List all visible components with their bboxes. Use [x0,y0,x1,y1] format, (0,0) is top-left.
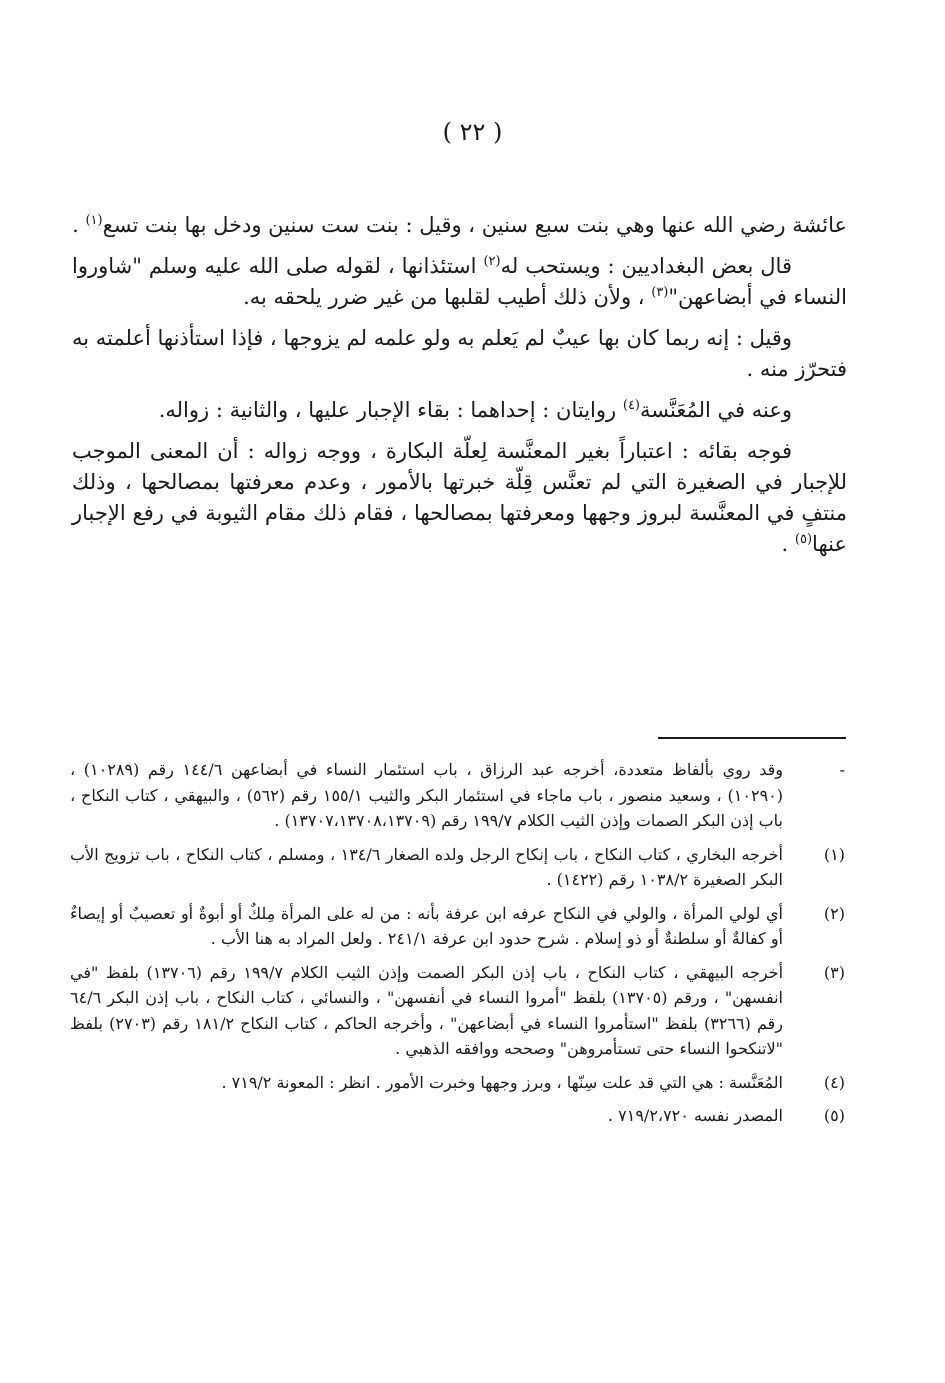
footnote-text: أخرجه البيهقي ، كتاب النكاح ، باب إذن البكر الصمت وإذن الثيب الكلام ١٩٩/٧ رقم (١٣٧٠٦) بلفظ "في انفسهن" ، ورقم (١٣٧٠٥) بلفظ "أمروا النساء في أنفسهن" ، والنسائي ، كتاب النكاح ، باب إذن البكر ٦٤/٦ رقم (٣٢٦٦) بلفظ "استأمروا النساء في أبضاعهن" ، وأخرجه الحاكم ، كتاب النكاح ١٨١/٢ رقم (٢٧٠٣) بلفظ "لاتنكحوا النساء حتى تستأمروهن" وصححه ووافقه الذهبي . [70,962,784,1058]
paragraph-1 [72,210,847,241]
footnote-2 [70,901,845,952]
footnote-ref-1: (١) [85,213,103,228]
paragraph-3-text: وقيل : إنه ربما كان بها عيبٌ لم يَعلم به ولو علمه لم يزوجها ، فإذا استأذنها أعلمته به فتحرّز منه . [72,326,847,381]
paragraph-3 [72,323,847,385]
footnote-number: - [839,760,845,779]
main-text [72,210,847,570]
footnote-1 [70,842,845,893]
footnote-number: (٥) [823,1106,845,1125]
footnote-number: (١) [823,844,845,864]
footnotes [70,757,845,1137]
paragraph-1-end: . [72,213,86,237]
footnote-4 [70,1070,845,1096]
footnote-5 [70,1103,845,1129]
paragraph-5 [72,436,847,560]
footnote-ref-5: (٥) [794,532,813,547]
footnote-3 [70,960,845,1062]
paragraph-5-end: . [781,532,795,556]
footnote-text: أي لولي المرأة ، والولي في النكاح عرفه ابن عرفة بأنه : من له على المرأة مِلكٌ أو أبوةٌ أو تعصيبٌ أو إيصاءٌ أو كفالةٌ أو سلطنةٌ أو ذو إسلام . شرح حدود ابن عرفة ٢٤١/١ . ولعل المراد به هنا الأب . [70,903,783,948]
footnote-text: المُعَنَّسة : هي التي قد علت سِنّها ، وبرز وجهها وخبرت الأمور . انظر : المعونة ٧١٩/٢ . [221,1072,783,1092]
footnote-text: وقد روي بألفاظ متعددة، أخرجه عبد الرزاق ، باب استئمار النساء في أبضاعهن ١٤٤/٦ رقم (١٠٢٨٩) ، (١٠٢٩٠) ، وسعيد منصور ، باب ماجاء في استئمار البكر والثيب ١٥٥/١ رقم (٥٦٢) ، والبيهقي ، كتاب النكاح ، باب إذن البكر الصمات وإذن الثيب الكلام ١٩٩/٧ رقم (١٣٧٠٧،١٣٧٠٨،١٣٧٠٩) . [70,760,784,830]
footnote-continuation [70,757,845,834]
footnote-ref-3: (٣) [651,285,669,300]
paragraph-4-text-b: روايتان : إحداهما : بقاء الإجبار عليها ، والثانية : زواله. [158,398,623,422]
paragraph-2-text-c: ، ولأن ذلك أطيب لقلبها من غير ضرر يلحقه به. [243,285,652,309]
paragraph-4-text-a: وعنه في المُعَنَّسة [640,398,792,422]
page-number: ( ٢٢ ) [442,118,503,146]
footnote-ref-4: (٤) [622,398,640,413]
footnote-number: (٣) [823,962,845,982]
paragraph-5-text: فوجه بقائه : اعتباراً بغير المعنَّسة لِعلّة البكارة ، ووجه زواله : أن المعنى الموجب للإجبار في الصغيرة التي لم تعنَّس قِلّة خبرتها بالأمور ، وعدم معرفتها بمصالحها ، وذلك منتفٍ في المعنَّسة لبروز وجهها ومعرفتها بمصالحها ، فقام ذلك مقام الثيوبة في رفع الإجبار عنها [72,439,847,556]
footnote-text: أخرجه البخاري ، كتاب النكاح ، باب إنكاح الرجل ولده الصغار ١٣٤/٦ ، ومسلم ، كتاب النكاح ، باب تزويج الأب البكر الصغيرة ١٠٣٨/٢ رقم (١٤٢٢) . [70,844,783,889]
paragraph-2-text-b: استئذانها ، لقوله صلى الله عليه وسلم "شاوروا النساء في أبضاعهن" [72,254,847,309]
footnote-number: (٢) [823,903,845,923]
footnote-ref-2: (٢) [483,254,501,269]
footnote-divider [658,737,846,739]
paragraph-4 [72,395,847,426]
footnote-text: المصدر نفسه ٧١٩/٢،٧٢٠ . [607,1106,783,1125]
paragraph-1-text: عائشة رضي الله عنها وهي بنت سبع سنين ، وقيل : بنت ست سنين ودخل بها بنت تسع [102,213,847,237]
paragraph-2-text-a: قال بعض البغداديين : ويستحب له [500,254,792,278]
paragraph-2 [72,251,847,313]
footnote-number: (٤) [823,1072,845,1092]
